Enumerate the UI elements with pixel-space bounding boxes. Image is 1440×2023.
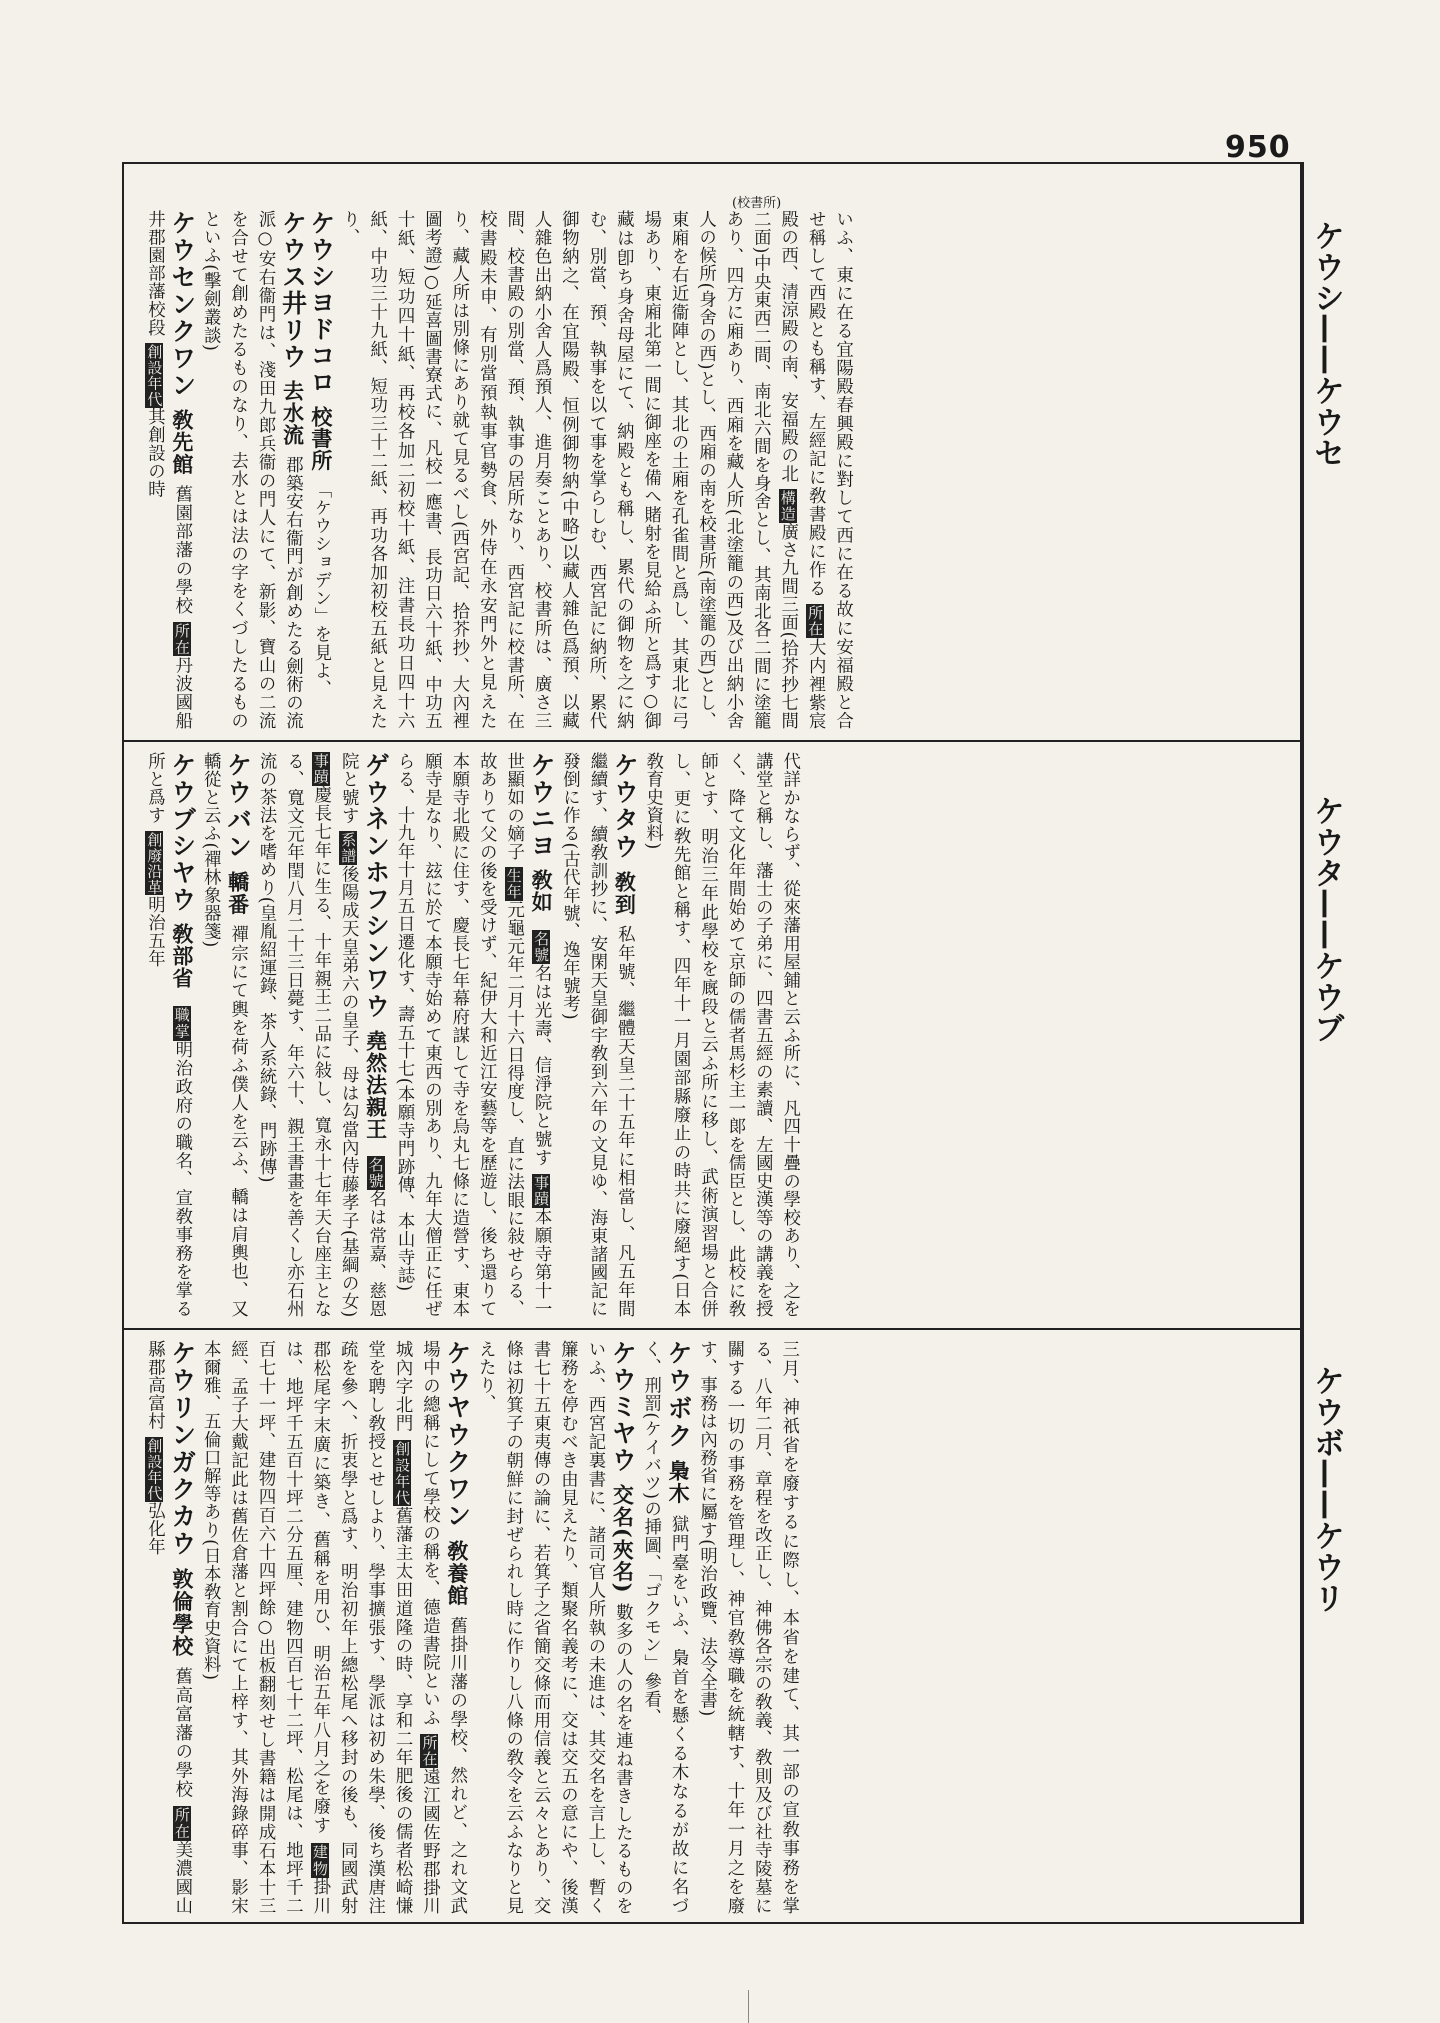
entry-keuboku: ケウボク梟木獄門臺をいふ、梟首を懸くる木なるが故に名づく、刑罰(ケイバツ)の挿圖、「ゴクモン」參看、 — [640, 1340, 694, 1915]
section-top — [140, 210, 1285, 730]
entry-keuban: ケウバン轎番禪宗にて輿を荷ふ僕人を云ふ、轎は肩輿也、又轎從と云ふ(禪林象器箋) — [200, 752, 253, 1318]
label-box: 創設年代 — [393, 1440, 412, 1506]
label-box: 名號 — [366, 1156, 385, 1189]
headword-kanji: 校書所 — [308, 405, 334, 471]
entry-keusuiriu: ケウス井リウ去水流郡築安右衞門が創めたる劍術の流派○安右衞門は、淺田九郎兵衞の門人にて、新影、寶山の二流を合せて創めたるものなり、去水とは法の字をくづしたるものといふ(擊劍叢談) — [200, 210, 308, 730]
headword: ケウリンガクカウ — [167, 1340, 197, 1558]
entry-keubushiyau: ケウブシヤウ敎部省 職掌明治政府の職名、宣敎事務を掌る所と爲す 創廢沿革明治五年 — [144, 752, 197, 1318]
entry-continuation: いふ、東に在る宜陽殿春興殿に對して西に在る故に安福殿と合せ稱して西殿とも稱す、左經記に敎書殿に作る 所在大内裡紫宸殿の西、清涼殿の南、安福殿の北 構造廣さ九間三面(拾芥抄七間二面)中央東西二間、南北六間を身舍とし、其南北各二間に塗籠あり、四方に廂あり、西廂を藏人所(北塗籠の西)及び出納小舍人の候所(身舍の西)とし、西廂の南を校書所(南塗籠の西)とし、東廂を右近衞陣とし、其北の土廂を孔雀間と爲し、其東北に弓場あり、東廂北第一間に御座を備へ賭射を見給ふ所と爲す○御藏は卽ち身舍母屋にて、納殿とも稱し、累代の御物を之に納む、別當、預、執事を以て事を掌らしむ、西宮記に納所、累代御物納之、在宜陽殿、恒例御物納(中略)以藏人雜色爲預、以藏人雜色出納小舍人爲預人、進月奏ことあり、校書所は、廣さ三間、校書殿の別當、預、執事の居所なり、西宮記に校書所、在校書殿未申、有別當預執事官勢食、外侍在永安門外と見えたり、藏人所は別條にあり就て見るべし(西宮記、拾芥抄、大內裡圖考證)○延喜圖書寮式に、凡校一應書、長功日六十紙、中功五十紙、短功四十紙、再校各加二初校十紙、注書長功日四十六紙、中功三十九紙、短功三十二紙、再功各加初校五紙と見えたり、 — [339, 210, 853, 730]
label-box: 所在 — [172, 622, 191, 656]
headword: ケウニヨ — [527, 752, 557, 860]
headword: ケウセンクワン — [167, 210, 197, 399]
column-middle — [140, 752, 803, 1318]
label-box: 創設年代 — [145, 1437, 164, 1501]
figure-caption: (校書所) — [732, 196, 782, 211]
entry-keusenkuwan: ケウセンクワン敎先館舊園部藩の學校 所在丹波國船井郡園部藩校段 創設年代其創設の時 — [144, 210, 197, 730]
section-middle — [140, 752, 1285, 1318]
guide-word-bottom: ケウボ——ケウリ — [1308, 1365, 1344, 1613]
section-divider-bottom — [122, 1328, 1302, 1330]
headword-kanji: 轎番 — [225, 870, 251, 916]
headword-kanji: 敦倫學校 — [169, 1567, 195, 1658]
headword: ケウボク — [664, 1340, 694, 1450]
page-number: 950 — [1225, 130, 1291, 165]
headword: ゲウネンホフシンワウ — [361, 752, 391, 1020]
label-box: 所在 — [806, 605, 825, 638]
headword: ケウシヨドコロ — [306, 210, 336, 396]
page-crease — [748, 1990, 749, 2023]
label-box: 構造 — [778, 489, 797, 522]
guide-word-middle: ケウタ——ケウブ — [1308, 795, 1344, 1043]
headword-kanji: 敎養館 — [444, 1539, 470, 1607]
label-box: 名號 — [532, 931, 551, 964]
label-box: 事蹟 — [532, 1174, 551, 1207]
headword: ケウヤウクワン — [442, 1340, 472, 1530]
label-box: 所在 — [420, 1734, 439, 1767]
entry-geunenhofushinwau: ゲウネンホフシンワウ堯然法親王 名號名は常嘉、慈恩院と號す 系譜後陽成天皇弟六の皇子、母は勾當內侍藤孝子(基綱の女) 事蹟慶長七年に生る、十年親王二品に敍し、寬永十七年天台座主となる、寬文元年閏八月二十三日薨す、年六十、親王書畫を善くし亦石州流の茶法を嗜めり(皇胤紹運錄、茶人系統錄、門跡傳) — [256, 752, 391, 1318]
label-box: 創廢沿革 — [145, 831, 164, 895]
entry-keuniyo: ケウニヨ敎如 名號名は光壽、信淨院と號す 事蹟本願寺第十一世顯如の嫡子 生年元龜元年二月十六日得度し、直に法眼に敍せらる、故ありて父の後を受けず、紀伊大和近江安藝等を歷遊し、後ち還りて本願寺北殿に住す、慶長七年幕府謀して寺を烏丸七條に造營す、東本願寺是なり、玆に於て本願寺始めて東西の別あり、九年大僧正に任ぜらる、十九年十月五日遷化す、壽五十七(本願寺門跡傳、本山寺誌) — [394, 752, 557, 1318]
label-box: 事蹟 — [311, 753, 330, 785]
label-box: 系譜 — [339, 832, 358, 865]
section-bottom — [140, 1340, 1285, 1915]
label-box: 創設年代 — [145, 343, 164, 407]
headword-kanji: 梟木 — [666, 1459, 692, 1506]
label-box: 職掌 — [172, 1007, 191, 1040]
headword-kanji: 交名(夾名) — [610, 1483, 636, 1594]
label-box: 所在 — [172, 1806, 191, 1840]
column-bottom — [140, 1340, 802, 1915]
headword-kanji: 敎先館 — [169, 408, 195, 476]
column-top — [140, 210, 856, 730]
entry-keushiyodokoro: ケウシヨドコロ校書所「ケウショデン」を見よ、 — [306, 210, 336, 698]
guide-rule — [1302, 162, 1304, 1924]
headword-kanji: 敎到 — [612, 870, 638, 916]
headword: ケウブシヤウ — [167, 752, 197, 914]
headword-kanji: 敎如 — [529, 869, 555, 914]
entry-keuringakukau: ケウリンガクカウ敦倫學校舊高富藩の學校 所在美濃國山縣郡高富村 創設年代弘化年 — [144, 1340, 197, 1915]
label-box: 生年 — [504, 868, 523, 900]
label-box: 建物 — [310, 1843, 329, 1877]
headword: ケウス井リウ — [278, 210, 308, 371]
headword: ケウタウ — [610, 752, 640, 861]
entry-keumiyau: ケウミヤウ交名(夾名)數多の人の名を連ね書きしたるものをいふ、西宮記裏書に、諸司官人所執の未進は、其交名を言上し、暫く簾務を停むべき由見えたり、類聚名義考に、交は交五の意にや、後漢書七十五東夷傳の論に、若箕子之省簡交條而用信義と云々とあり、交條は初箕子の朝鮮に封ぜられし時に作りし八條の敎令を云ふなりと見えたり、 — [475, 1340, 638, 1915]
headword-kanji: 去水流 — [280, 380, 306, 446]
entry-keuyaukuwan: ケウヤウクワン敎養館舊掛川藩の學校、然れど、之れ文武場中の總稱にして學校の稱を、德造書院といふ 所在遠江國佐野郡掛川城內字北門 創設年代舊藩主太田道隆の時、享和二年肥後の儒者松崎慊堂を聘し敎授とせしより、學事擴張す、學派は初め朱學、後ち漢唐注疏を參へ、折衷學と爲す、明治初年上總松尾へ移封の後も、同國武射郡松尾字末廣に築き、舊稱を用ひ、明治五年八月之を廢す 建物掛川は、地坪千五百十坪二分五厘、建物四百七十二坪、松尾は、地坪千二百七十一坪、建物四百六十四坪餘○出板翻刻せし書籍は開成石本十三經、孟子大戴記此は舊佐倉藩と割合にて上梓す、其外海錄碎事、影宋本爾雅、五倫口解等あり(日本敎育史資料) — [200, 1340, 472, 1915]
entry-keutau: ケウタウ敎到私年號、繼體天皇二十五年に相當し、凡五年間繼續す、續敎訓抄に、安閑天皇御宇敎到六年の文見ゆ、海東諸國記に發倒に作る(古代年號、逸年號考) — [559, 752, 640, 1318]
headword-kanji: 堯然法親王 — [363, 1029, 389, 1140]
section-divider-top — [122, 740, 1302, 742]
headword: ケウバン — [223, 752, 253, 861]
headword-kanji: 敎部省 — [169, 923, 195, 990]
headword: ケウミヤウ — [608, 1340, 638, 1474]
guide-word-top: ケウシ——ケウセ — [1308, 220, 1344, 468]
entry-continuation: 代詳かならず、從來藩用屋鋪と云ふ所に、凡四十疊の學校あり、之を講堂と稱し、藩士の子弟に、四書五經の素讀、左國史漢等の講義を授く、降て文化年間始めて京師の儒者馬杉主一郞を儒臣とし、此校に敎師とす、明治三年此學校を廐段と云ふ所に移し、武術演習場と合併し、更に敎先館と稱す、四年十一月園部縣廢止の時共に廢絕す(日本敎育史資料) — [642, 752, 800, 1318]
entry-continuation: 三月、神祇省を廢するに際し、本省を建て、其一部の宣敎事務を掌る、八年二月、章程を改正し、神佛各宗の敎義、敎則及び社寺陵墓に關する一切の事務を管理し、神官敎導職を統轄す、十年一月之を廢す、事務は內務省に屬す(明治政覽、法令全書) — [696, 1340, 799, 1915]
